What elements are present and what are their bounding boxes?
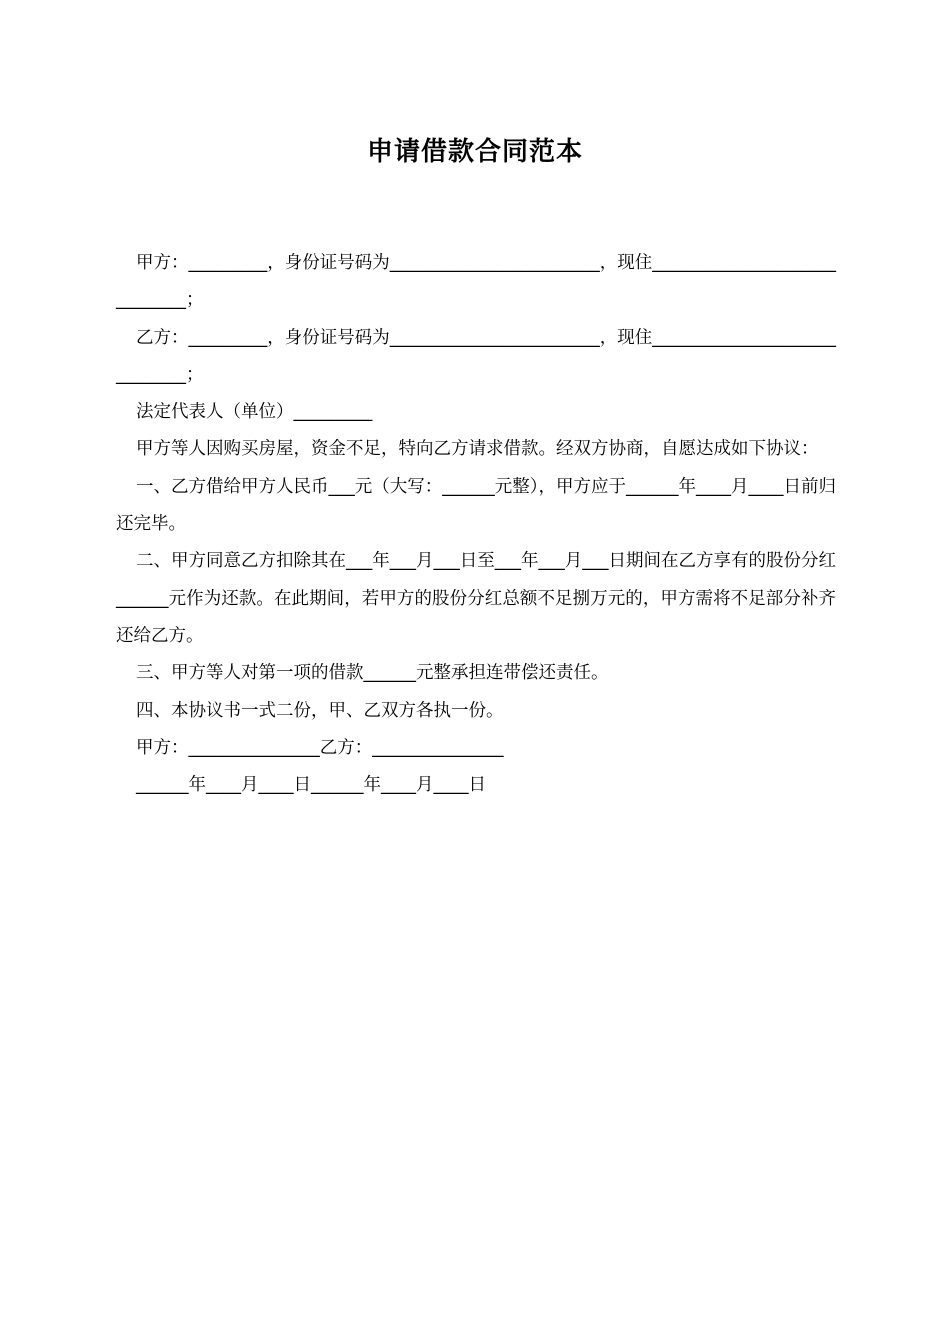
clause-1: 一、乙方借给甲方人民币___元（大写：______元整），甲方应于______年____月____日前归还完毕。 <box>116 476 836 535</box>
party-a-info: 甲方：_________，身份证号码为________________________，现住_____________________________； <box>116 253 836 311</box>
clause-3: 三、甲方等人对第一项的借款______元整承担连带偿还责任。 <box>136 663 609 684</box>
legal-representative: 法定代表人（单位）_________ <box>136 402 373 423</box>
agreement-intro: 甲方等人因购买房屋，资金不足，特向乙方请求借款。经双方协商，自愿达成如下协议： <box>136 439 819 460</box>
party-b-info: 乙方：_________，身份证号码为________________________，现住_____________________________； <box>116 327 836 385</box>
clause-4: 四、本协议书一式二份，甲、乙双方各执一份。 <box>136 700 504 721</box>
clause-2: 二、甲方同意乙方扣除其在___年___月___日至___年___月___日期间在乙方享有的股份分红______元作为还款。在此期间，若甲方的股份分红总额不足捌万元的，甲方需将不足部分补齐还给乙方。 <box>116 551 836 646</box>
document-title: 申请借款合同范本 <box>366 137 583 167</box>
document-body <box>116 245 836 804</box>
signature-line: 甲方：_______________乙方：_______________ <box>136 737 504 758</box>
date-line: ______年____月____日______年____月____日 <box>136 775 486 796</box>
